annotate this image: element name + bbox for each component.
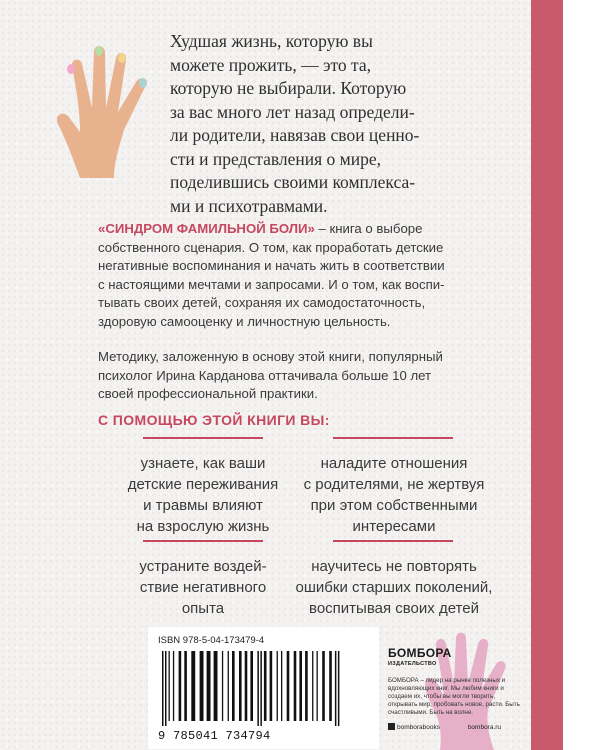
- benefit-item: [289, 556, 499, 619]
- cover-edge: [563, 0, 600, 750]
- publisher-website: bombora.ru: [467, 724, 502, 731]
- benefit-line: и травмы влияют: [143, 497, 263, 514]
- benefit-line: ошибки старших поколений,: [295, 579, 493, 596]
- publisher-description: БОМБОРА – лидер на рынке полезных и вдохновляющих книг. Мы любим книги и создаем их, чтобы вы могли творить, открывать мир, пробовать новое, расти. Быть счастливыми. Быть на волне.: [388, 677, 520, 716]
- vk-icon: [388, 723, 395, 730]
- cover-spine-stripe: [531, 0, 563, 750]
- barcode-icon: [160, 651, 367, 726]
- about-line: негативные воспоминания и начать жить в соответствии: [98, 258, 445, 274]
- benefit-item: [98, 453, 308, 537]
- publisher-subtitle: ИЗДАТЕЛЬСТВО: [388, 661, 437, 667]
- benefit-line: научитесь не повторять: [311, 558, 477, 575]
- about-line: с настоящими мечтами и запросами. И о том, как воспи-: [98, 276, 445, 292]
- barcode-panel: [148, 627, 379, 749]
- divider: [333, 437, 453, 439]
- benefit-line: с родителями, не жертвуя: [303, 476, 485, 493]
- benefit-line: наладите отношения: [320, 455, 468, 472]
- intro-line: ми и психотравмами.: [170, 195, 328, 216]
- benefit-line: интересами: [352, 518, 436, 535]
- isbn-label: ISBN 978-5-04-173479-4: [158, 635, 265, 646]
- benefit-line: узнаете, как ваши: [140, 455, 266, 472]
- method-line: психолог Ирина Карданова оттачивала больше 10 лет: [98, 367, 432, 383]
- hand-illustration-icon: [50, 28, 160, 183]
- about-line: [98, 220, 508, 239]
- benefit-item: [289, 453, 499, 537]
- book-description: [98, 220, 508, 332]
- benefit-line: ствие негативного: [139, 579, 267, 596]
- publisher-links: [388, 723, 528, 731]
- about-line: здоровую самооценку и личностную цельность.: [98, 313, 391, 329]
- divider: [143, 540, 263, 542]
- social-handle: bomborabooks: [397, 724, 440, 731]
- barcode-number: 9 785041 734794: [158, 729, 271, 743]
- intro-line: которую не выбирали. Которую: [170, 78, 407, 98]
- intro-line: поделившись своими комплекса-: [170, 172, 416, 192]
- publisher-block: [388, 646, 528, 717]
- book-title-highlight: «СИНДРОМ ФАМИЛЬНОЙ БОЛИ»: [98, 221, 315, 236]
- benefits-heading: С ПОМОЩЬЮ ЭТОЙ КНИГИ ВЫ:: [98, 412, 330, 428]
- divider: [143, 437, 263, 439]
- benefit-line: на взрослую жизнь: [136, 518, 270, 535]
- about-line: тывать своих детей, сохраняя их самодостаточность,: [98, 295, 426, 311]
- intro-line: ли родители, навязав свои ценно-: [170, 125, 420, 145]
- benefit-line: воспитывая своих детей: [309, 600, 479, 617]
- about-line: собственного сценария. О том, как проработать детские: [98, 239, 444, 255]
- method-line: своей профессиональной практики.: [98, 386, 318, 402]
- about-line-text: – книга о выборе: [314, 221, 423, 236]
- publisher-logo: БОМБОРА: [388, 646, 452, 660]
- benefit-line: детские переживания: [127, 476, 279, 493]
- intro-line: Худшая жизнь, которую вы: [170, 31, 373, 51]
- method-line: Методику, заложенную в основу этой книги, популярный: [98, 349, 443, 364]
- benefit-line: устраните воздей-: [139, 558, 267, 575]
- benefit-line: опыта: [181, 600, 225, 617]
- method-paragraph: [98, 348, 508, 404]
- intro-quote: [170, 30, 510, 218]
- intro-line: за вас много лет назад определи-: [170, 101, 415, 122]
- divider: [333, 540, 453, 542]
- benefit-line: при этом собственными: [310, 497, 478, 514]
- intro-line: сти и представления о мире,: [170, 148, 381, 169]
- intro-line: можете прожить, — это та,: [170, 54, 372, 75]
- benefit-item: [98, 556, 308, 619]
